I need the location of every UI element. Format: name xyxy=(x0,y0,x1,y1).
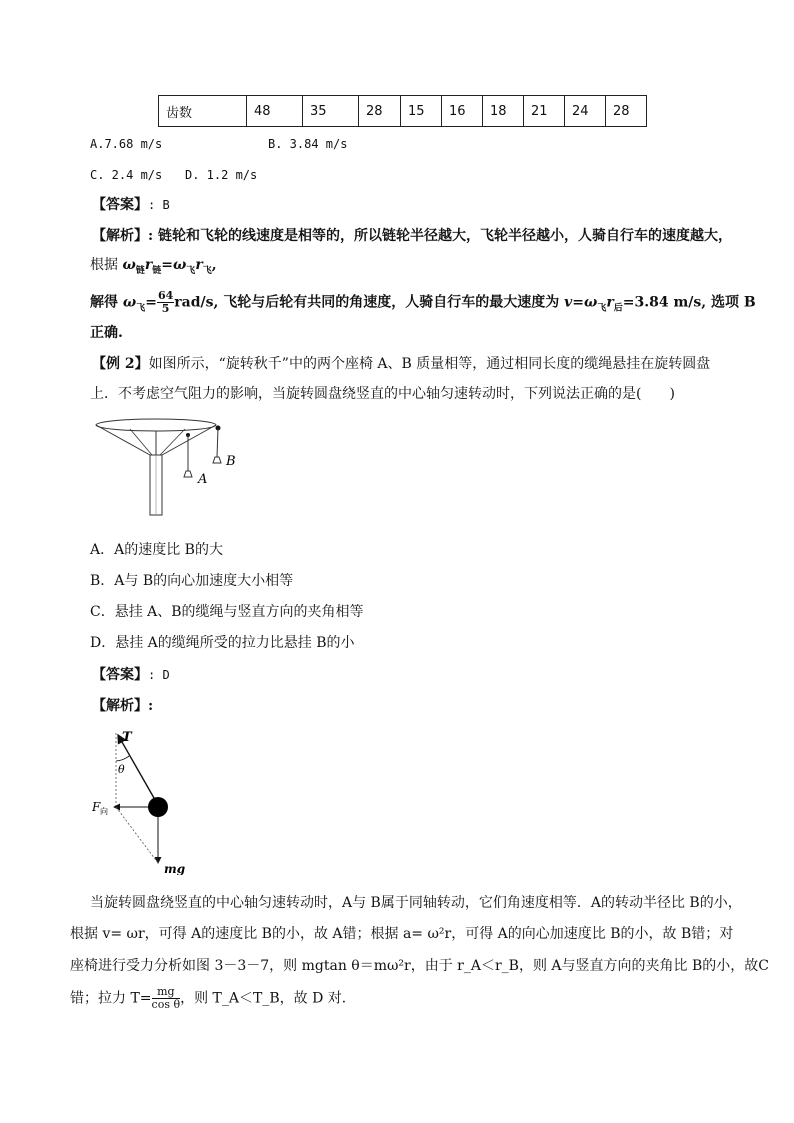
q2-para-line1: 当旋转圆盘绕竖直的中心轴匀速转动时，A与 B属于同轴转动，它们角速度相等．A的转动半径比 B的小， xyxy=(90,895,742,911)
rotating-swing-figure xyxy=(90,415,250,520)
tension-fraction xyxy=(152,986,181,1011)
table-cell: 18 xyxy=(483,96,524,127)
table-cell: 21 xyxy=(524,96,565,127)
seat-a xyxy=(184,471,192,477)
para-line4-prefix: 错；拉力 T= xyxy=(70,990,152,1007)
label-tension: T xyxy=(122,730,132,745)
q2-para-line3: 座椅进行受力分析如图 3－3－7，则 mgtan θ＝mω²r，由于 r_A＜r_B，则 A与竖直方向的夹角比 B的小，故C xyxy=(70,958,769,974)
table-cell: 15 xyxy=(401,96,442,127)
table-cell: 28 xyxy=(606,96,647,127)
q2-option-c: C．悬挂 A、B的缆绳与竖直方向的夹角相等 xyxy=(90,604,364,620)
q2-option-b: B．A与 B的向心加速度大小相等 xyxy=(90,573,294,589)
q1-analysis-line2: 根据 $\omega_链r_链=\omega_飞r_飞$, xyxy=(90,257,217,276)
q1-answer xyxy=(92,196,170,214)
solve-prefix: 解得 xyxy=(90,294,118,311)
label-b: B xyxy=(226,454,236,469)
q1-option-b: B. 3.84 m/s xyxy=(268,137,348,151)
table-cell: 24 xyxy=(565,96,606,127)
example-label: 【例 2】 xyxy=(92,356,149,372)
fraction-numerator: 64 xyxy=(157,289,174,302)
table-cell: 16 xyxy=(442,96,483,127)
q2-analysis-label: 【解析】: xyxy=(92,698,154,714)
table-cell: 48 xyxy=(247,96,303,127)
q2-option-d: D．悬挂 A的缆绳所受的拉力比悬挂 B的小 xyxy=(90,635,355,651)
answer-label: 【答案】 xyxy=(92,667,148,683)
table-cell: 28 xyxy=(359,96,401,127)
para-line4-suffix: ，则 T_A＜T_B，故 D 对． xyxy=(180,990,356,1007)
analysis-text: : 链轮和飞轮的线速度是相等的，所以链轮半径越大，飞轮半径越小，人骑自行车的速度越大， xyxy=(148,228,733,244)
ball xyxy=(148,797,168,817)
seat-b xyxy=(213,457,221,463)
fraction-numerator: mg xyxy=(152,986,181,999)
q2-answer xyxy=(92,666,170,684)
answer-value: : B xyxy=(148,198,170,212)
table-row xyxy=(159,96,647,127)
q2-para-line2: 根据 v= ωr，可得 A的速度比 B的小，故 A错；根据 a= ω²r，可得 A的向心加速度比 B的小，故 B错；对 xyxy=(70,926,734,942)
q2-stem-line2: 上．不考虑空气阻力的影响，当旋转圆盘绕竖直的中心轴匀速转动时，下列说法正确的是( ) xyxy=(90,386,675,402)
solve-result: =3.84 m/s xyxy=(622,294,702,311)
label-centripetal-sub: 向 xyxy=(100,807,108,816)
stem-text: 如图所示，“旋转秋千”中的两个座椅 A、B 质量相等，通过相同长度的缆绳悬挂在旋转圆盘 xyxy=(148,356,711,372)
gear-teeth-table xyxy=(158,95,647,127)
label-centripetal: F xyxy=(92,800,101,814)
label-gravity: mg xyxy=(164,862,186,875)
q1-option-d: D. 1.2 m/s xyxy=(185,168,258,182)
force-diagram xyxy=(88,725,198,875)
q1-option-c: C. 2.4 m/s xyxy=(90,168,163,182)
answer-value: : D xyxy=(148,668,170,682)
q1-solve-line: 解得 $\omega_飞=$ $\frac{64}{5}$ rad/s, 飞轮与后轮有共同的角速度，人骑自行车的最大速度为 $v=\omega_飞r_后=3.84$ m/s, 选项 B xyxy=(90,289,756,315)
answer-label: 【答案】 xyxy=(92,197,148,213)
q2-stem-line1 xyxy=(92,355,710,373)
q2-para-line4 xyxy=(70,986,356,1011)
omega-fraction xyxy=(157,290,174,315)
label-a: A xyxy=(198,472,208,487)
solve-suffix: , 选项 B xyxy=(701,294,756,311)
q1-analysis-line1 xyxy=(92,227,732,245)
fraction-denominator: 5 xyxy=(161,302,170,315)
table-row-label: 齿数 xyxy=(159,96,247,127)
solve-unit-text: rad/s, 飞轮与后轮有共同的角速度，人骑自行车的最大速度为 xyxy=(174,294,560,311)
analysis-label: 【解析】 xyxy=(92,228,148,244)
q2-option-a: A．A的速度比 B的大 xyxy=(90,542,223,558)
q1-conclusion: 正确. xyxy=(90,325,123,341)
q1-option-a: A.7.68 m/s xyxy=(90,137,163,151)
fraction-denominator: cos θ xyxy=(151,998,181,1011)
analysis-prefix: 根据 xyxy=(90,257,118,273)
table-cell: 35 xyxy=(303,96,359,127)
label-theta: θ xyxy=(118,763,125,776)
